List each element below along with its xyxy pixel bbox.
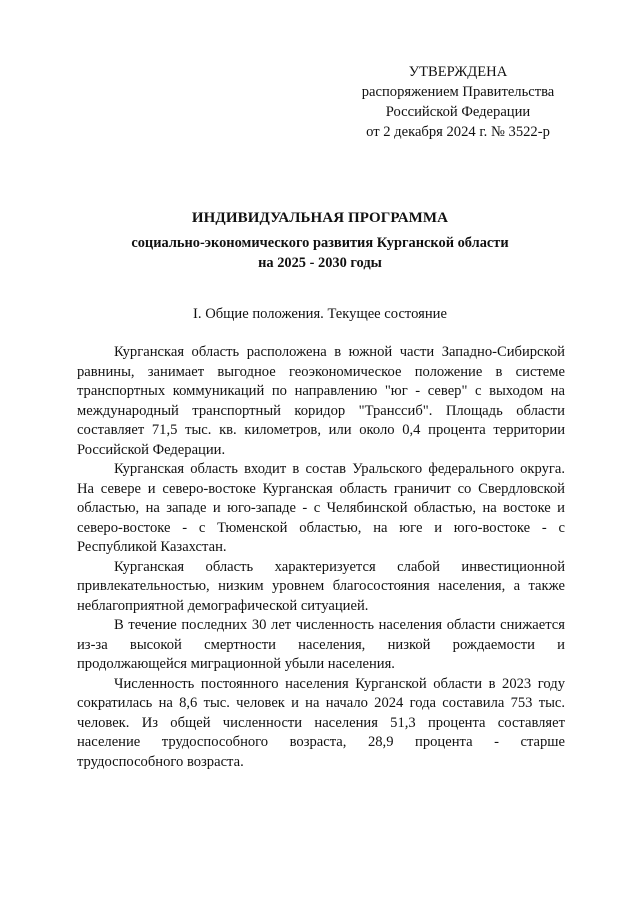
paragraph: Курганская область входит в состав Уральского федерального округа. На севере и северо-востоке Курганская область граничит со Свердловской областью, на западе и юго-западе - с Челябинской областью, на востоке и северо-востоке - с Тюменской областью, на юге и юго-востоке - с Республикой Казахстан. [77,461,565,555]
approval-government: Российской Федерации [385,104,531,120]
approval-stamp [330,62,586,142]
document-title: ИНДИВИДУАЛЬНАЯ ПРОГРАММА [191,210,449,226]
section-heading: I. Общие положения. Текущее состояние [193,306,447,322]
subtitle-line-2: на 2025 - 2030 годы [258,255,382,271]
approval-approved: УТВЕРЖДЕНА [408,64,508,80]
paragraph: Численность постоянного населения Курганской области в 2023 году сократилась на 8,6 тыс. человек и на начало 2024 года составила 753 тыс. человек. Из общей численности населения 51,3 процента составляет население трудоспособного возраста, 28,9 процента - старше трудоспособного возраста. [77,675,565,770]
approval-date-number: от 2 декабря 2024 г. № 3522-р [366,124,550,140]
subtitle-line-1: социально-экономического развития Курганской области [131,235,509,251]
document-subtitle [0,233,640,273]
approval-authority: распоряжением Правительства [361,84,555,100]
paragraph: В течение последних 30 лет численность населения области снижается из-за высокой смертности населения, низкой рождаемости и продолжающейся миграционной убыли населения. [77,617,565,672]
paragraph: Курганская область характеризуется слабой инвестиционной привлекательностью, низким уровнем благосостояния населения, а также неблагоприятной демографической ситуацией. [77,558,565,614]
document-body [77,343,565,772]
paragraph: Курганская область расположена в южной части Западно-Сибирской равнины, занимает выгодное геоэкономическое положение в системе транспортных коммуникаций по направлению "юг - север" с выходом на международный транспортный коридор "Транссиб". Площадь области составляет 71,5 тыс. кв. километров, или около 0,4 процента территории Российской Федерации. [77,344,565,458]
